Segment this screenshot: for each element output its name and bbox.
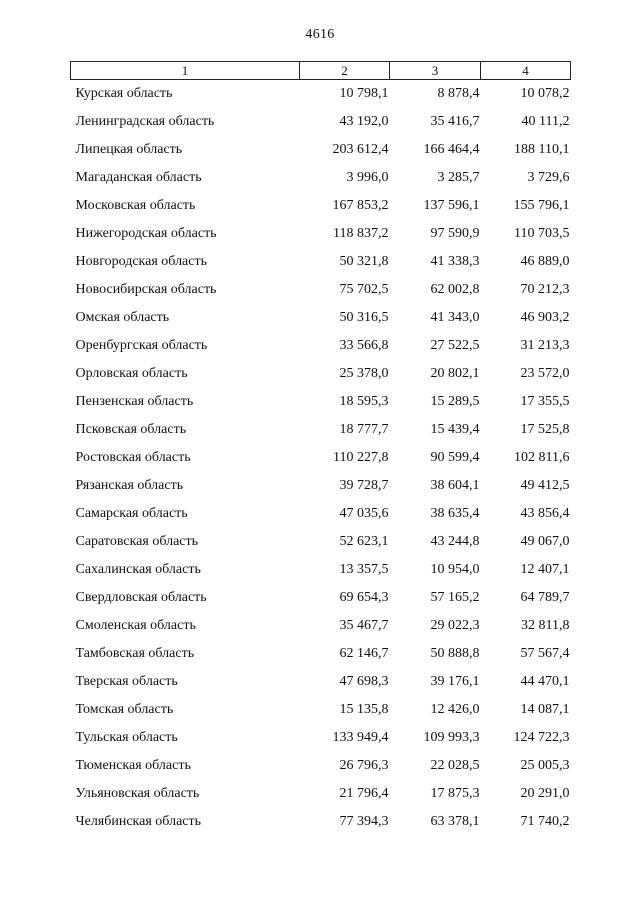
value-col-4-cell: 23 572,0 — [520, 366, 570, 381]
region-cell: Курская область — [75, 86, 173, 101]
value-col-4-cell: 57 567,4 — [520, 646, 570, 661]
value-col-3-cell: 22 028,5 — [430, 758, 480, 773]
value-col-4-cell: 46 889,0 — [520, 254, 570, 269]
value-col-4-cell: 102 811,6 — [514, 450, 570, 465]
value-col-4-cell: 49 067,0 — [520, 534, 570, 549]
table-row — [71, 332, 571, 360]
value-col-3-cell: 62 002,8 — [430, 282, 480, 297]
region-cell: Самарская область — [75, 506, 188, 521]
value-col-4-cell: 32 811,8 — [521, 618, 570, 633]
region-cell: Тамбовская область — [75, 646, 195, 661]
header-col-1: 1 — [71, 62, 300, 80]
value-col-3-cell: 63 378,1 — [430, 814, 480, 829]
value-col-4-cell: 12 407,1 — [520, 562, 570, 577]
value-col-2-cell: 69 654,3 — [339, 590, 389, 605]
table-row — [71, 444, 571, 472]
value-col-4-cell: 14 087,1 — [520, 702, 570, 717]
value-col-3-cell: 3 285,7 — [437, 170, 480, 185]
value-col-4-cell: 44 470,1 — [520, 674, 570, 689]
value-col-2-cell: 167 853,2 — [332, 198, 389, 213]
table-row — [71, 472, 571, 500]
region-cell: Сахалинская область — [75, 562, 201, 577]
region-cell: Омская область — [75, 310, 170, 325]
budget-table — [70, 61, 571, 836]
value-col-2-cell: 50 316,5 — [339, 310, 389, 325]
region-cell: Тверская область — [75, 674, 178, 689]
value-col-2-cell: 133 949,4 — [332, 730, 389, 745]
region-cell: Липецкая область — [75, 142, 183, 157]
value-col-3-cell: 39 176,1 — [430, 674, 480, 689]
value-col-4-cell: 110 703,5 — [514, 226, 570, 241]
table-row — [71, 108, 571, 136]
region-cell: Смоленская область — [75, 618, 196, 633]
value-col-4-cell: 124 722,3 — [513, 730, 570, 745]
value-col-3-cell: 15 289,5 — [430, 394, 480, 409]
value-col-4-cell: 46 903,2 — [520, 310, 570, 325]
header-col-3: 3 — [390, 62, 481, 80]
value-col-4-cell: 17 525,8 — [520, 422, 570, 437]
table-row — [71, 808, 571, 836]
value-col-3-cell: 35 416,7 — [430, 114, 480, 129]
value-col-2-cell: 21 796,4 — [339, 786, 389, 801]
value-col-4-cell: 40 111,2 — [521, 114, 570, 129]
table-row — [71, 304, 571, 332]
value-col-4-cell: 20 291,0 — [520, 786, 570, 801]
value-col-4-cell: 188 110,1 — [514, 142, 570, 157]
table-row — [71, 640, 571, 668]
region-cell: Тюменская область — [75, 758, 191, 773]
value-col-3-cell: 50 888,8 — [430, 646, 480, 661]
table-header — [71, 62, 571, 80]
value-col-2-cell: 43 192,0 — [339, 114, 389, 129]
value-col-3-cell: 38 604,1 — [430, 478, 480, 493]
value-col-3-cell: 137 596,1 — [423, 198, 480, 213]
region-cell: Челябинская область — [75, 814, 201, 829]
value-col-2-cell: 18 595,3 — [339, 394, 389, 409]
region-cell: Московская область — [75, 198, 196, 213]
value-col-2-cell: 118 837,2 — [333, 226, 389, 241]
value-col-4-cell: 49 412,5 — [520, 478, 570, 493]
value-col-3-cell: 12 426,0 — [430, 702, 480, 717]
value-col-2-cell: 15 135,8 — [339, 702, 389, 717]
region-cell: Свердловская область — [75, 590, 207, 605]
table-row — [71, 724, 571, 752]
table-row — [71, 528, 571, 556]
value-col-3-cell: 10 954,0 — [430, 562, 480, 577]
header-row — [71, 62, 571, 80]
region-cell: Псковская область — [75, 422, 187, 437]
region-cell: Тульская область — [75, 730, 178, 745]
region-cell: Оренбургская область — [75, 338, 208, 353]
region-cell: Новосибирская область — [75, 282, 217, 297]
table-row — [71, 556, 571, 584]
table-row — [71, 780, 571, 808]
value-col-3-cell: 41 338,3 — [430, 254, 480, 269]
region-cell: Ростовская область — [75, 450, 191, 465]
value-col-2-cell: 77 394,3 — [339, 814, 389, 829]
page-number: 4616 — [305, 27, 335, 42]
region-cell: Ленинградская область — [75, 114, 215, 129]
region-cell: Магаданская область — [75, 170, 202, 185]
table-row — [71, 696, 571, 724]
value-col-2-cell: 26 796,3 — [339, 758, 389, 773]
table-row — [71, 584, 571, 612]
value-col-4-cell: 70 212,3 — [520, 282, 570, 297]
value-col-3-cell: 43 244,8 — [430, 534, 480, 549]
value-col-4-cell: 31 213,3 — [520, 338, 570, 353]
table-row — [71, 388, 571, 416]
value-col-4-cell: 43 856,4 — [520, 506, 570, 521]
region-cell: Томская область — [75, 702, 174, 717]
table-row — [71, 360, 571, 388]
value-col-2-cell: 25 378,0 — [339, 366, 389, 381]
value-col-2-cell: 203 612,4 — [332, 142, 389, 157]
value-col-2-cell: 3 996,0 — [346, 170, 389, 185]
value-col-4-cell: 71 740,2 — [520, 814, 570, 829]
region-cell: Орловская область — [75, 366, 188, 381]
value-col-3-cell: 38 635,4 — [430, 506, 480, 521]
table-row — [71, 80, 571, 109]
header-col-2: 2 — [300, 62, 390, 80]
region-cell: Ульяновская область — [75, 786, 200, 801]
value-col-2-cell: 13 357,5 — [339, 562, 389, 577]
table-row — [71, 248, 571, 276]
table-row — [71, 416, 571, 444]
value-col-2-cell: 39 728,7 — [339, 478, 389, 493]
value-col-3-cell: 97 590,9 — [430, 226, 480, 241]
value-col-2-cell: 110 227,8 — [333, 450, 389, 465]
table-row — [71, 276, 571, 304]
value-col-3-cell: 27 522,5 — [430, 338, 480, 353]
table-row — [71, 136, 571, 164]
value-col-3-cell: 166 464,4 — [423, 142, 480, 157]
table-body — [71, 80, 571, 837]
value-col-2-cell: 50 321,8 — [339, 254, 389, 269]
value-col-3-cell: 17 875,3 — [430, 786, 480, 801]
table-row — [71, 500, 571, 528]
value-col-4-cell: 3 729,6 — [527, 170, 570, 185]
value-col-4-cell: 155 796,1 — [513, 198, 570, 213]
value-col-2-cell: 10 798,1 — [339, 86, 389, 101]
value-col-2-cell: 47 035,6 — [339, 506, 389, 521]
table-row — [71, 220, 571, 248]
table-row — [71, 752, 571, 780]
value-col-3-cell: 8 878,4 — [437, 86, 480, 101]
value-col-2-cell: 35 467,7 — [339, 618, 389, 633]
value-col-4-cell: 64 789,7 — [520, 590, 570, 605]
table-row — [71, 164, 571, 192]
value-col-3-cell: 109 993,3 — [423, 730, 480, 745]
value-col-2-cell: 18 777,7 — [339, 422, 389, 437]
value-col-3-cell: 15 439,4 — [430, 422, 480, 437]
region-cell: Саратовская область — [75, 534, 199, 549]
value-col-3-cell: 29 022,3 — [430, 618, 480, 633]
value-col-2-cell: 75 702,5 — [339, 282, 389, 297]
value-col-2-cell: 52 623,1 — [339, 534, 389, 549]
value-col-2-cell: 62 146,7 — [339, 646, 389, 661]
value-col-3-cell: 57 165,2 — [430, 590, 480, 605]
value-col-4-cell: 10 078,2 — [520, 86, 570, 101]
value-col-2-cell: 47 698,3 — [339, 674, 389, 689]
value-col-4-cell: 25 005,3 — [520, 758, 570, 773]
value-col-4-cell: 17 355,5 — [520, 394, 570, 409]
value-col-2-cell: 33 566,8 — [339, 338, 389, 353]
table-row — [71, 192, 571, 220]
value-col-3-cell: 90 599,4 — [430, 450, 480, 465]
table-row — [71, 668, 571, 696]
value-col-3-cell: 41 343,0 — [430, 310, 480, 325]
region-cell: Новгородская область — [75, 254, 207, 269]
region-cell: Рязанская область — [75, 478, 184, 493]
header-col-4: 4 — [481, 62, 571, 80]
region-cell: Пензенская область — [75, 394, 194, 409]
value-col-3-cell: 20 802,1 — [430, 366, 480, 381]
table-row — [71, 612, 571, 640]
region-cell: Нижегородская область — [75, 226, 217, 241]
